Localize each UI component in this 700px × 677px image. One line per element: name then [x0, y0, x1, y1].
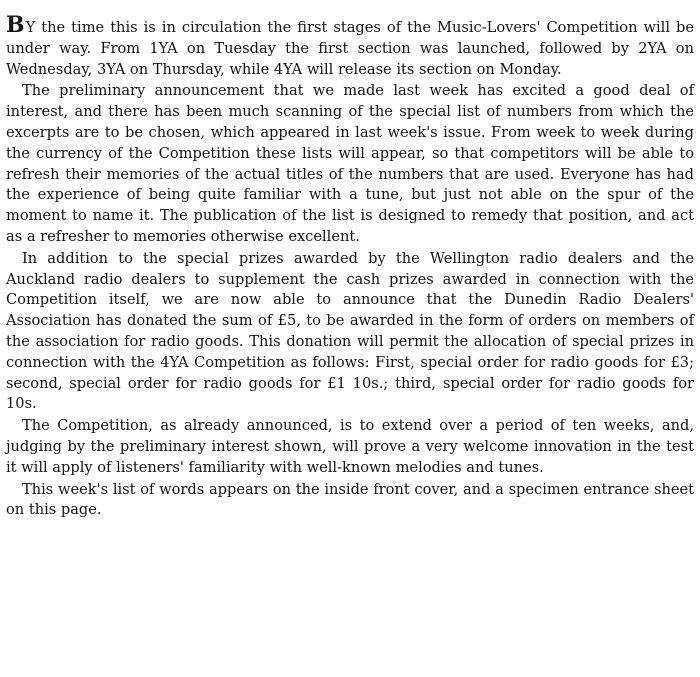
- paragraph-intro: [6, 12, 694, 80]
- paragraph-word-list: This week's list of words appears on the inside front cover, and a specimen entrance sheet on this page.: [6, 480, 694, 519]
- paragraph-announcement: The preliminary announcement that we made last week has excited a good deal of interest, and there has been much scanning of the special list of numbers from which the excerpts are to be chosen, which appeared in last week's issue. From week to week during the currency of the Competition these lists will appear, so that competitors will be able to refresh their memories of the actual titles of the numbers that are used. Everyone has had the experience of being quite familiar with a tune, but just not able on the spur of the moment to name it. The publication of the list is designed to remedy that position, and act as a refresher to memories otherwise excellent.: [6, 82, 694, 245]
- intro-text: Y the time this is in circulation the first stages of the Music-Lovers' Competition will be under way. From 1YA on Tuesday the first section was launched, followed by 2YA on Wednesday, 3YA on Thursday, while 4YA will release its section on Monday.: [6, 19, 694, 78]
- drop-cap: B: [6, 12, 25, 38]
- article-body: [6, 12, 694, 521]
- paragraph-duration: The Competition, as already announced, is to extend over a period of ten weeks, and, judging by the preliminary interest shown, will prove a very welcome innovation in the test it will apply of listeners' familiarity with well-known melodies and tunes.: [6, 417, 694, 476]
- paragraph-prizes: In addition to the special prizes awarded by the Wellington radio dealers and the Auckland radio dealers to supplement the cash prizes awarded in connection with the Competition itself, we are now able to announce that the Dunedin Radio Dealers' Association has donated the sum of £5, to be awarded in the form of orders on members of the association for radio goods. This donation will permit the allocation of special prizes in connection with the 4YA Competition as follows: First, special order for radio goods for £3; second, special order for radio goods for £1 10s.; third, special order for radio goods for 10s.: [6, 249, 694, 413]
